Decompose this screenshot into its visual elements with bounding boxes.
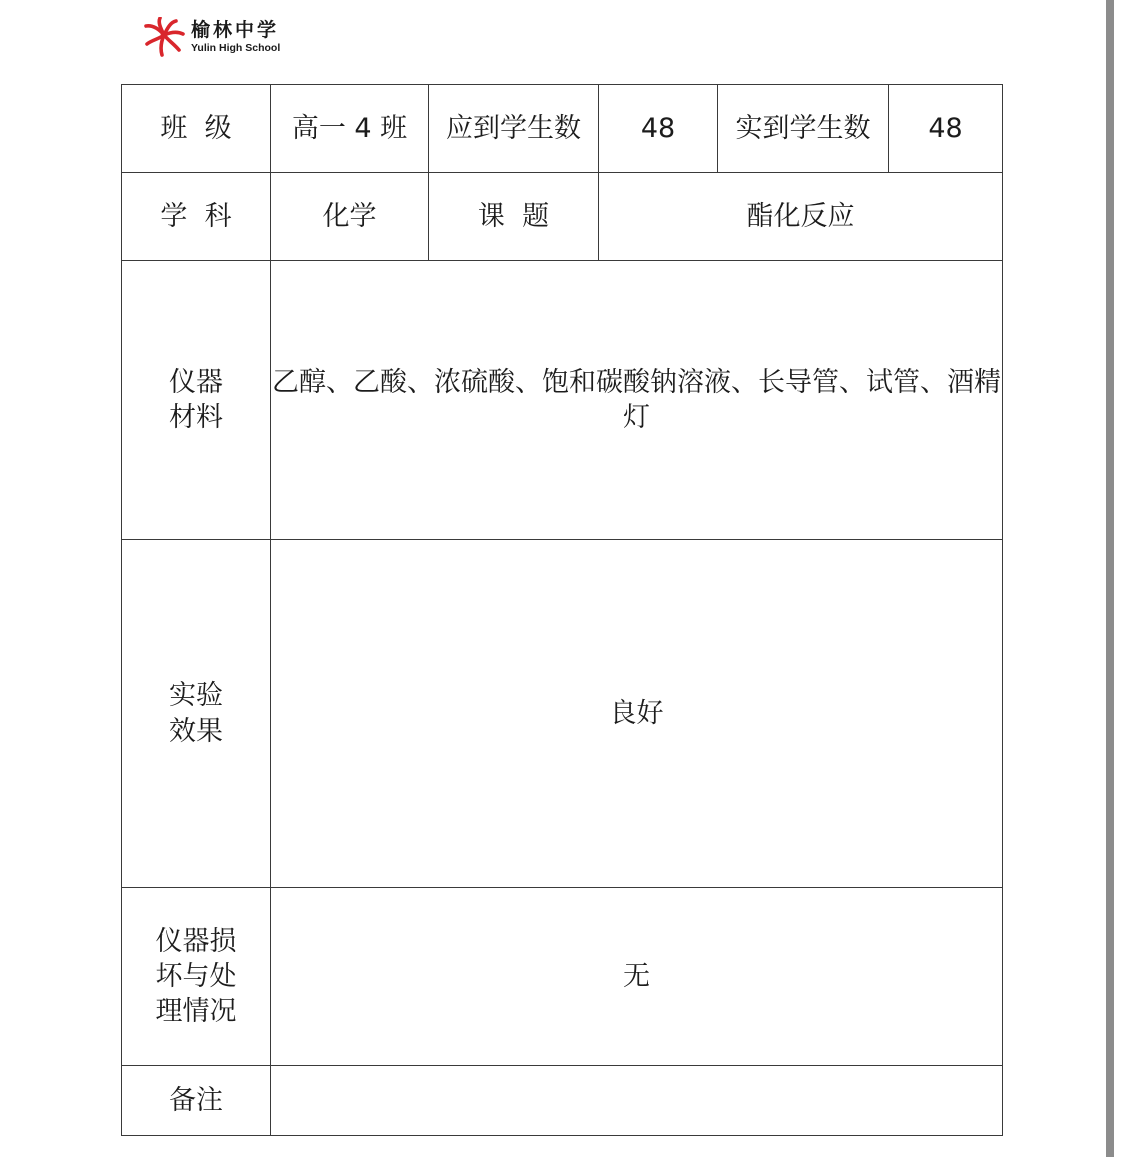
result-value: 良好	[271, 540, 1003, 888]
actual-students-value: 48	[889, 85, 1003, 173]
damage-label-line: 坏与处	[155, 960, 237, 992]
scrollbar[interactable]	[1106, 0, 1114, 1157]
materials-label	[122, 261, 271, 540]
table-row-damage	[122, 888, 1003, 1066]
topic-value: 酯化反应	[599, 173, 1003, 261]
school-name-cn: 榆林中学	[191, 18, 280, 41]
table-row-subject	[122, 173, 1003, 261]
school-logo	[143, 16, 280, 58]
table-row-materials	[122, 261, 1003, 540]
actual-students-label: 实到学生数	[718, 85, 889, 173]
school-emblem-icon	[143, 17, 185, 57]
damage-label-line: 理情况	[155, 996, 237, 1028]
damage-label	[122, 888, 271, 1066]
table-row-result	[122, 540, 1003, 888]
class-value: 高一 4 班	[271, 85, 429, 173]
result-label	[122, 540, 271, 888]
experiment-record-table	[121, 84, 1003, 1136]
result-label-line: 效果	[169, 715, 223, 747]
damage-value: 无	[271, 888, 1003, 1066]
expected-students-label: 应到学生数	[429, 85, 599, 173]
class-label: 班 级	[122, 85, 271, 173]
subject-label: 学 科	[122, 173, 271, 261]
table-row-remarks	[122, 1066, 1003, 1136]
subject-value: 化学	[271, 173, 429, 261]
materials-value: 乙醇、乙酸、浓硫酸、饱和碳酸钠溶液、长导管、试管、酒精灯	[271, 261, 1003, 540]
expected-students-value: 48	[599, 85, 718, 173]
topic-label: 课 题	[429, 173, 599, 261]
school-name-en: Yulin High School	[191, 41, 281, 54]
materials-label-line: 材料	[169, 402, 223, 433]
materials-label-line: 仪器	[169, 366, 223, 398]
remarks-value[interactable]	[271, 1066, 1003, 1136]
result-label-line: 实验	[169, 680, 223, 712]
table-row-class	[122, 85, 1003, 173]
damage-label-line: 仪器损	[155, 925, 237, 957]
remarks-label: 备注	[122, 1066, 271, 1136]
